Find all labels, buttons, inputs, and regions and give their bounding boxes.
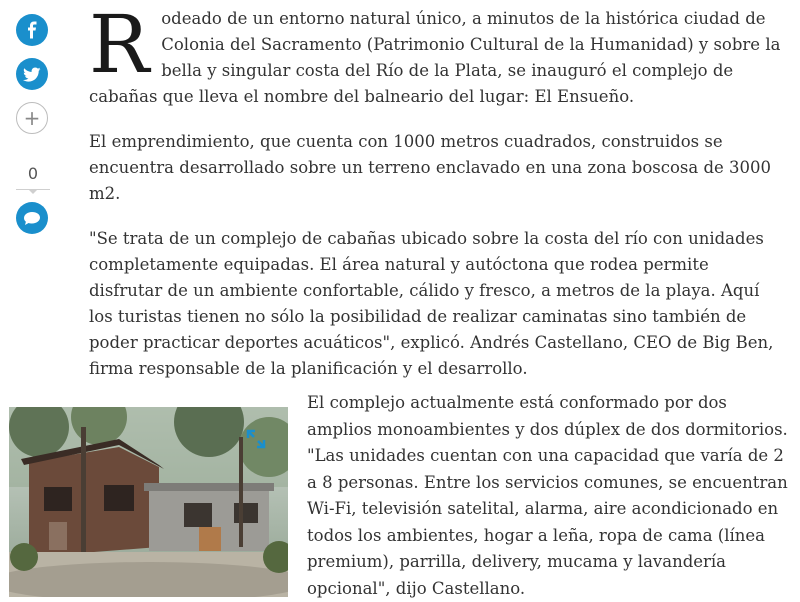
article-paragraph-1 (89, 0, 783, 110)
article-paragraph-4: El complejo actualmente está conformado por dos amplios monoambientes y dos dúplex de dos dormitorios. "Las unidades cuentan con una capacidad que varía de 2 a 8 personas. Entre los servicios comunes, se encuentran Wi-Fi, televisión satelital, alarma, aire acondicionado en todos los ambientes, hogar a leña, ropa de cama (línea premium), parrilla, delivery, mucama y lavandería opcional", dijo Castellano. (307, 393, 788, 598)
expand-icon[interactable] (244, 427, 268, 451)
more-share-button[interactable] (16, 102, 48, 134)
dropcap: R (89, 0, 150, 91)
twitter-icon (23, 67, 41, 82)
article-body (89, 0, 783, 401)
article-photo[interactable] (9, 407, 288, 597)
comment-count-value: 0 (27, 164, 39, 183)
comment-button[interactable] (16, 202, 48, 234)
comment-icon (23, 211, 41, 226)
facebook-icon (25, 21, 39, 39)
twitter-share-button[interactable] (16, 58, 48, 90)
comment-count (16, 164, 50, 190)
article-paragraph-3: "Se trata de un complejo de cabañas ubicado sobre la costa del río con unidades completamente equipadas. El área natural y autóctona que rodea permite disfrutar de un ambiente confortable, cálido y fresco, a metros de la playa. Aquí los turistas tienen no sólo la posibilidad de realizar caminatas sino también de poder practicar deportes acuáticos", explicó. Andrés Castellano, CEO de Big Ben, firma responsable de la planificación y el desarrollo. (89, 229, 774, 378)
plus-icon: + (23, 106, 41, 130)
facebook-share-button[interactable] (16, 14, 48, 46)
cabin-photo (9, 407, 288, 597)
comment-count-divider (16, 189, 50, 190)
article-paragraph-2: El emprendimiento, que cuenta con 1000 metros cuadrados, construidos se encuentra desarrollado sobre un terreno enclavado en una zona boscosa de 3000 m2. (89, 132, 772, 203)
share-rail (16, 14, 50, 246)
paragraph-1-text: odeado de un entorno natural único, a minutos de la histórica ciudad de Colonia del Sacramento (Patrimonio Cultural de la Humanidad) y sobre la bella y singular costa del Río de la Plata, se inauguró el complejo de cabañas que lleva el nombre del balneario del lugar: El Ensueño. (89, 9, 781, 106)
